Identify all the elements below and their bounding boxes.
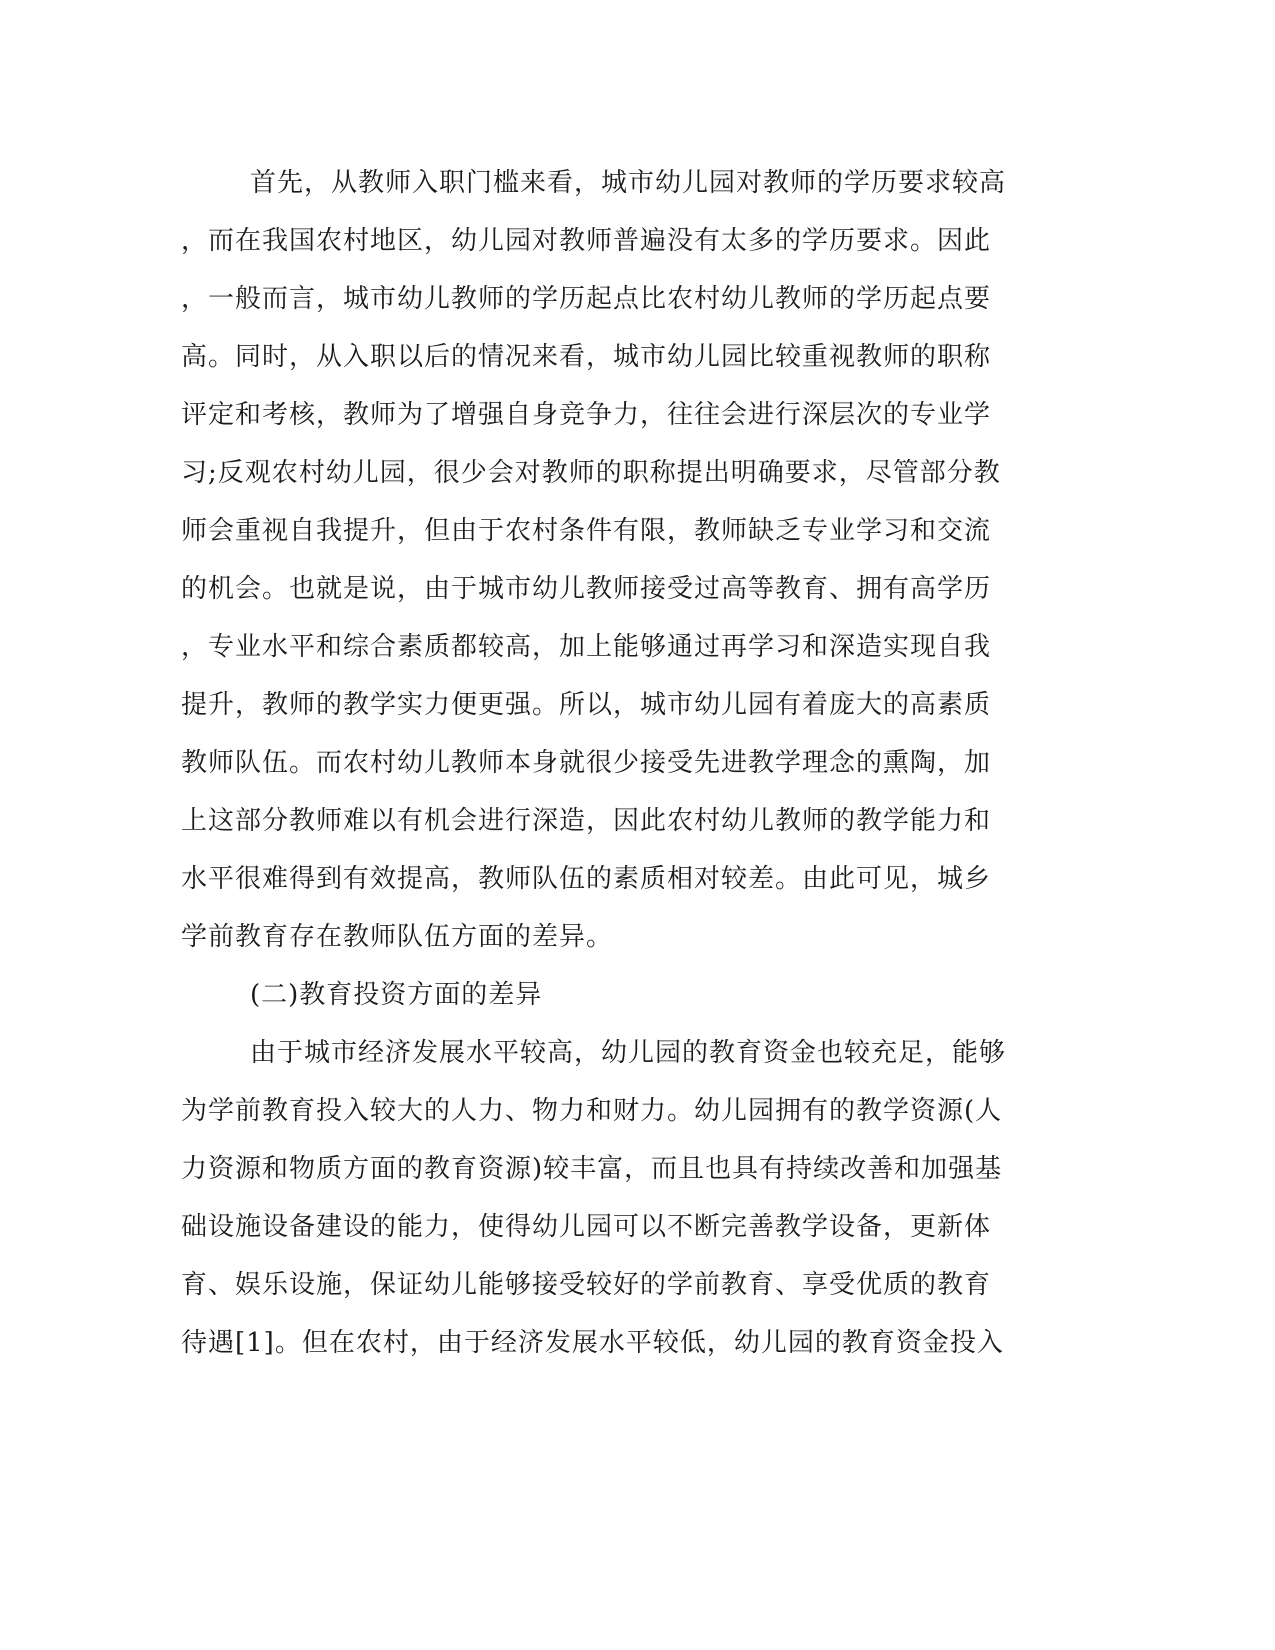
paragraph-1-line: 高。同时，从入职以后的情况来看，城市幼儿园比较重视教师的职称	[181, 342, 992, 372]
paragraph-1-line: 教师队伍。而农村幼儿教师本身就很少接受先进教学理念的熏陶，加	[181, 748, 992, 778]
paragraph-1-line: 首先，从教师入职门槛来看，城市幼儿园对教师的学历要求较高	[250, 168, 1007, 198]
paragraph-2-line: 育、娱乐设施，保证幼儿能够接受较好的学前教育、享受优质的教育	[181, 1270, 992, 1300]
paragraph-1-line: 水平很难得到有效提高，教师队伍的素质相对较差。由此可见，城乡	[181, 864, 992, 894]
paragraph-2-line: 为学前教育投入较大的人力、物力和财力。幼儿园拥有的教学资源(人	[181, 1096, 1003, 1126]
paragraph-1-line: 评定和考核，教师为了增强自身竞争力，往往会进行深层次的专业学	[181, 400, 992, 430]
paragraph-1-line: ，一般而言，城市幼儿教师的学历起点比农村幼儿教师的学历起点要	[181, 284, 992, 314]
paragraph-2-line: 力资源和物质方面的教育资源)较丰富，而且也具有持续改善和加强基	[181, 1154, 1003, 1184]
paragraph-1-line: 习;反观农村幼儿园，很少会对教师的职称提出明确要求，尽管部分教	[181, 458, 1001, 488]
paragraph-1-line: 的机会。也就是说，由于城市幼儿教师接受过高等教育、拥有高学历	[181, 574, 992, 604]
paragraph-1-line: 提升，教师的教学实力便更强。所以，城市幼儿园有着庞大的高素质	[181, 690, 992, 720]
paragraph-2-line: 由于城市经济发展水平较高，幼儿园的教育资金也较充足，能够	[250, 1038, 1007, 1068]
paragraph-1-line: 上这部分教师难以有机会进行深造，因此农村幼儿教师的教学能力和	[181, 806, 992, 836]
paragraph-2-line: 础设施设备建设的能力，使得幼儿园可以不断完善教学设备，更新体	[181, 1212, 992, 1242]
section-heading: (二)教育投资方面的差异	[250, 980, 543, 1010]
paragraph-1-line: 师会重视自我提升，但由于农村条件有限，教师缺乏专业学习和交流	[181, 516, 992, 546]
paragraph-1-line: ，专业水平和综合素质都较高，加上能够通过再学习和深造实现自我	[181, 632, 992, 662]
paragraph-1-line: ，而在我国农村地区，幼儿园对教师普遍没有太多的学历要求。因此	[181, 226, 992, 256]
paragraph-1-line: 学前教育存在教师队伍方面的差异。	[181, 922, 614, 952]
paragraph-2-line: 待遇[1]。但在农村，由于经济发展水平较低，幼儿园的教育资金投入	[181, 1328, 1004, 1358]
